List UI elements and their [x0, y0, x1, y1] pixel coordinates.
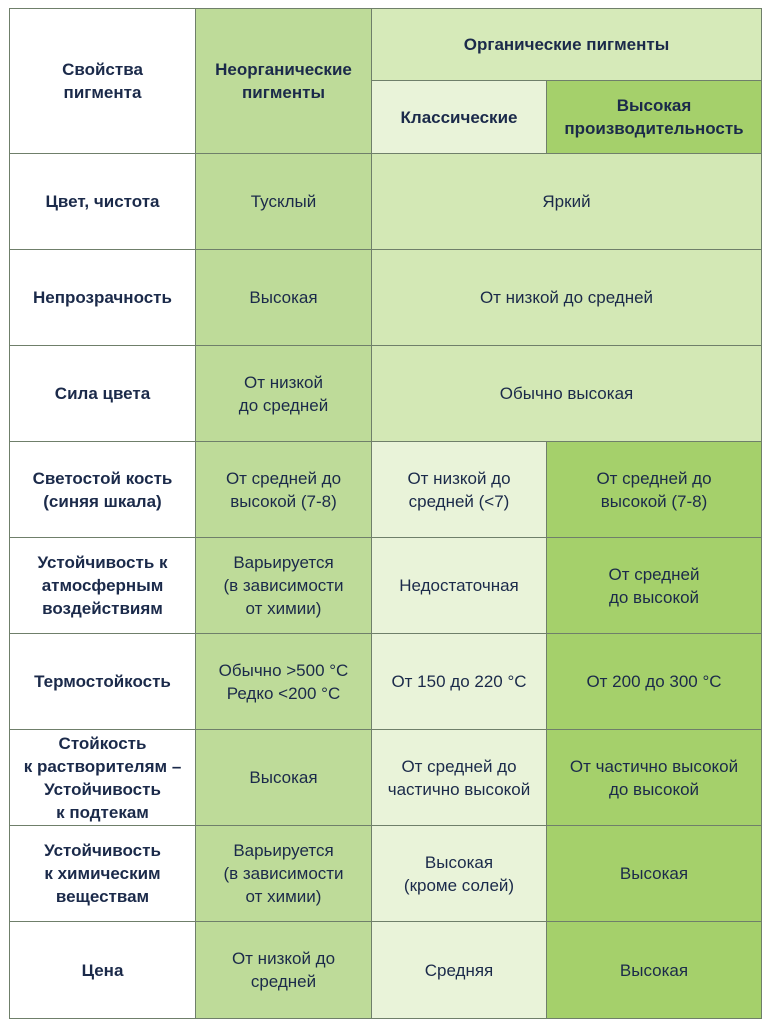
inorganic-cell: Варьируется (в зависимости от химии)	[196, 538, 372, 634]
high-performance-cell: От частично высокой до высокой	[547, 730, 762, 826]
pigment-comparison-table	[9, 8, 762, 1019]
inorganic-cell: Тусклый	[196, 154, 372, 250]
header-organic: Органические пигменты	[372, 9, 762, 81]
inorganic-cell: От низкой до средней	[196, 346, 372, 442]
high-performance-cell: От средней до высокой (7-8)	[547, 442, 762, 538]
row-property: Стойкость к растворителям – Устойчивость к подтекам	[10, 730, 196, 826]
header-inorganic: Неорганические пигменты	[196, 9, 372, 154]
row-property: Устойчивость к химическим веществам	[10, 826, 196, 922]
inorganic-cell: Высокая	[196, 730, 372, 826]
high-performance-cell: От 200 до 300 °C	[547, 634, 762, 730]
inorganic-cell: От низкой до средней	[196, 922, 372, 1019]
organic-cell: От низкой до средней	[372, 250, 762, 346]
row-property: Светостой кость (синяя шкала)	[10, 442, 196, 538]
inorganic-cell: Обычно >500 °C Редко <200 °C	[196, 634, 372, 730]
table-row	[10, 922, 762, 1019]
table-row	[10, 538, 762, 634]
classic-cell: От 150 до 220 °C	[372, 634, 547, 730]
table-row	[10, 250, 762, 346]
row-property: Непрозрачность	[10, 250, 196, 346]
high-performance-cell: Высокая	[547, 922, 762, 1019]
header-properties: Свойства пигмента	[10, 9, 196, 154]
organic-cell: Обычно высокая	[372, 346, 762, 442]
row-property: Цвет, чистота	[10, 154, 196, 250]
table-row	[10, 634, 762, 730]
table-row	[10, 730, 762, 826]
header-high-performance: Высокая производительность	[547, 81, 762, 154]
row-property: Термостойкость	[10, 634, 196, 730]
table-row	[10, 442, 762, 538]
classic-cell: Средняя	[372, 922, 547, 1019]
classic-cell: От низкой до средней (<7)	[372, 442, 547, 538]
table-row	[10, 154, 762, 250]
high-performance-cell: От средней до высокой	[547, 538, 762, 634]
classic-cell: Высокая (кроме солей)	[372, 826, 547, 922]
row-property: Сила цвета	[10, 346, 196, 442]
inorganic-cell: Высокая	[196, 250, 372, 346]
row-property: Цена	[10, 922, 196, 1019]
classic-cell: Недостаточная	[372, 538, 547, 634]
table-row	[10, 826, 762, 922]
high-performance-cell: Высокая	[547, 826, 762, 922]
table-row	[10, 346, 762, 442]
inorganic-cell: Варьируется (в зависимости от химии)	[196, 826, 372, 922]
classic-cell: От средней до частично высокой	[372, 730, 547, 826]
header-classic: Классические	[372, 81, 547, 154]
organic-cell: Яркий	[372, 154, 762, 250]
inorganic-cell: От средней до высокой (7-8)	[196, 442, 372, 538]
row-property: Устойчивость к атмосферным воздействиям	[10, 538, 196, 634]
